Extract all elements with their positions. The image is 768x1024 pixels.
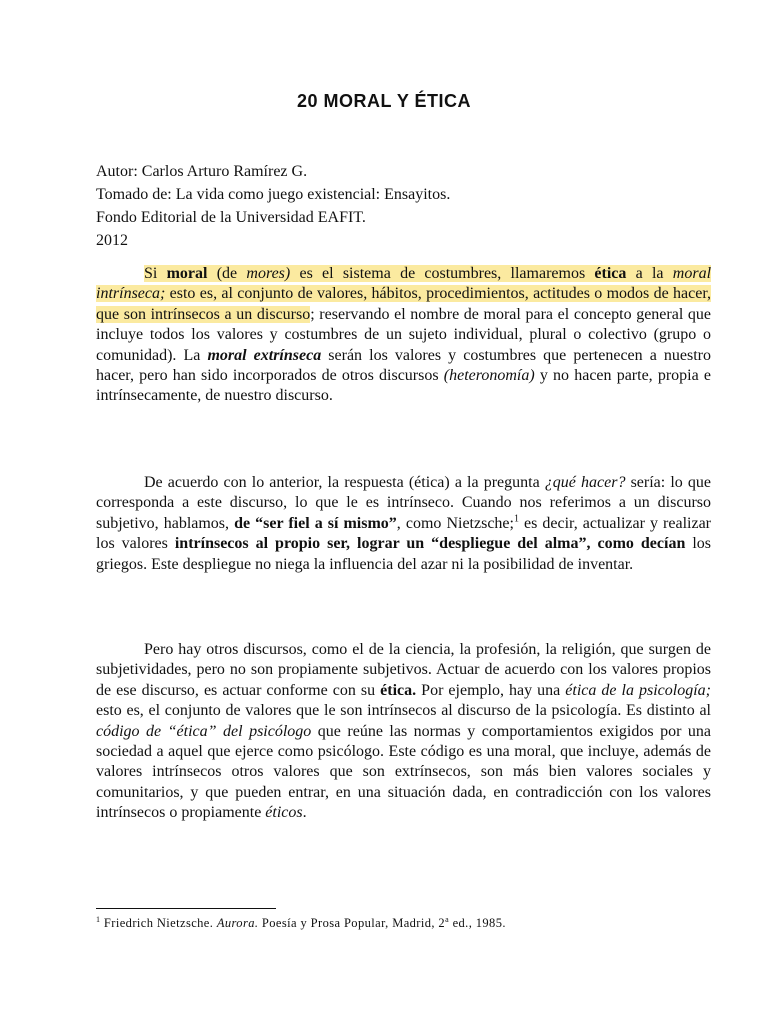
bold-term: de “ser fiel a sí mismo” [234, 514, 397, 532]
text-span: esto es, al conjunto de valores, hábitos, procedimientos, actitudes o modos de hacer, que son intrínsecos a un discurso [96, 285, 711, 323]
bold-italic-term: moral extrínseca [207, 346, 322, 364]
text-span: Si [144, 265, 167, 282]
publisher-line: Fondo Editorial de la Universidad EAFIT. [96, 209, 366, 226]
text-span: sería: lo que corresponda a este discurso, lo que le es intrínseco. Cuando nos referimos a un discurso subjetivo, hablamos, [96, 474, 712, 532]
text-span: , como Nietzsche; [396, 514, 514, 532]
text-span: . [302, 804, 307, 822]
paragraph-1 [96, 264, 711, 407]
italic-term: mores) [246, 265, 291, 282]
paragraph-2 [96, 473, 711, 575]
text-span: ; reservando el nombre de moral para el concepto general que incluye todos los valores y costumbres de un sujeto individual, plural o colectivo (grupo o comunidad). La [96, 305, 712, 364]
text-span: Friedrich Nietzsche. [100, 916, 217, 930]
italic-term: (heteronomía) [443, 367, 535, 385]
bold-term: ética. [380, 681, 417, 699]
text-span: esto es, el conjunto de valores que le son intrínsecos al discurso de la psicología. Es distinto al [96, 702, 711, 720]
ordinal-marker: a [445, 914, 450, 924]
text-span: a la [626, 265, 673, 282]
italic-term: moral intrínseca; [96, 265, 712, 303]
page-title: 20 MORAL Y ÉTICA [296, 91, 472, 111]
text-span: De acuerdo con lo anterior, la respuesta (ética) a la pregunta [144, 474, 545, 491]
text-span: es decir, actualizar y realizar los valores [96, 514, 711, 553]
citation-block [96, 160, 450, 252]
italic-term: código de “ética” del psicólogo [96, 722, 312, 740]
text-span: serán los valores y costumbres que pertenecen a nuestro hacer, pero han sido incorporados de otros discursos [96, 346, 711, 385]
text-span: Pero hay otros discursos, como el de la ciencia, la profesión, la religión, que surgen de subjetividades, pero no son propiamente subjetivos. Actuar de acuerdo con los valores propios de ese discurso, es actuar conforme con su [96, 641, 711, 699]
italic-term: ¿qué hacer? [544, 474, 626, 491]
italic-term: éticos [265, 804, 303, 822]
bold-term: moral [166, 265, 208, 282]
text-span: Por ejemplo, hay una [416, 681, 566, 699]
paragraph-3 [96, 640, 711, 824]
year-line: 2012 [96, 232, 128, 249]
text-span: es el sistema de costumbres, llamaremos [290, 265, 595, 282]
text-span: Poesía y Prosa Popular, Madrid, 2 [258, 916, 446, 930]
author-line: Autor: Carlos Arturo Ramírez G. [96, 163, 308, 180]
bold-term: intrínsecos al propio ser, lograr un “despliegue del alma”, como decían [174, 535, 686, 553]
source-line: Tomado de: La vida como juego existencial: Ensayitos. [96, 186, 451, 203]
italic-term: ética de la psicología; [565, 681, 711, 699]
text-span: (de [207, 265, 247, 282]
text-span: los griegos. Este despliegue no niega la influencia del azar ni la posibilidad de inventar. [96, 535, 712, 573]
text-span: y no hacen parte, propia e intrínsecamente, de nuestro discurso. [96, 367, 711, 405]
bold-term: ética [594, 265, 627, 282]
footnote-divider [96, 908, 276, 909]
footnote [96, 916, 506, 931]
footnote-marker: 1 [513, 513, 519, 525]
footnote-number: 1 [96, 914, 101, 924]
text-span: que reúne las normas y comportamientos exigidos por una sociedad a aquel que ejerce como psicólogo. Este código es una moral, que incluye, además de valores intrínsecos otros valores que son extrínsecos, son más bien valores sociales y comunitarios, y que pueden entrar, en una situación dada, en contradicción con los valores intrínsecos o propiamente [96, 722, 711, 822]
italic-term: Aurora. [216, 916, 259, 930]
text-span: ed., 1985. [449, 916, 506, 930]
